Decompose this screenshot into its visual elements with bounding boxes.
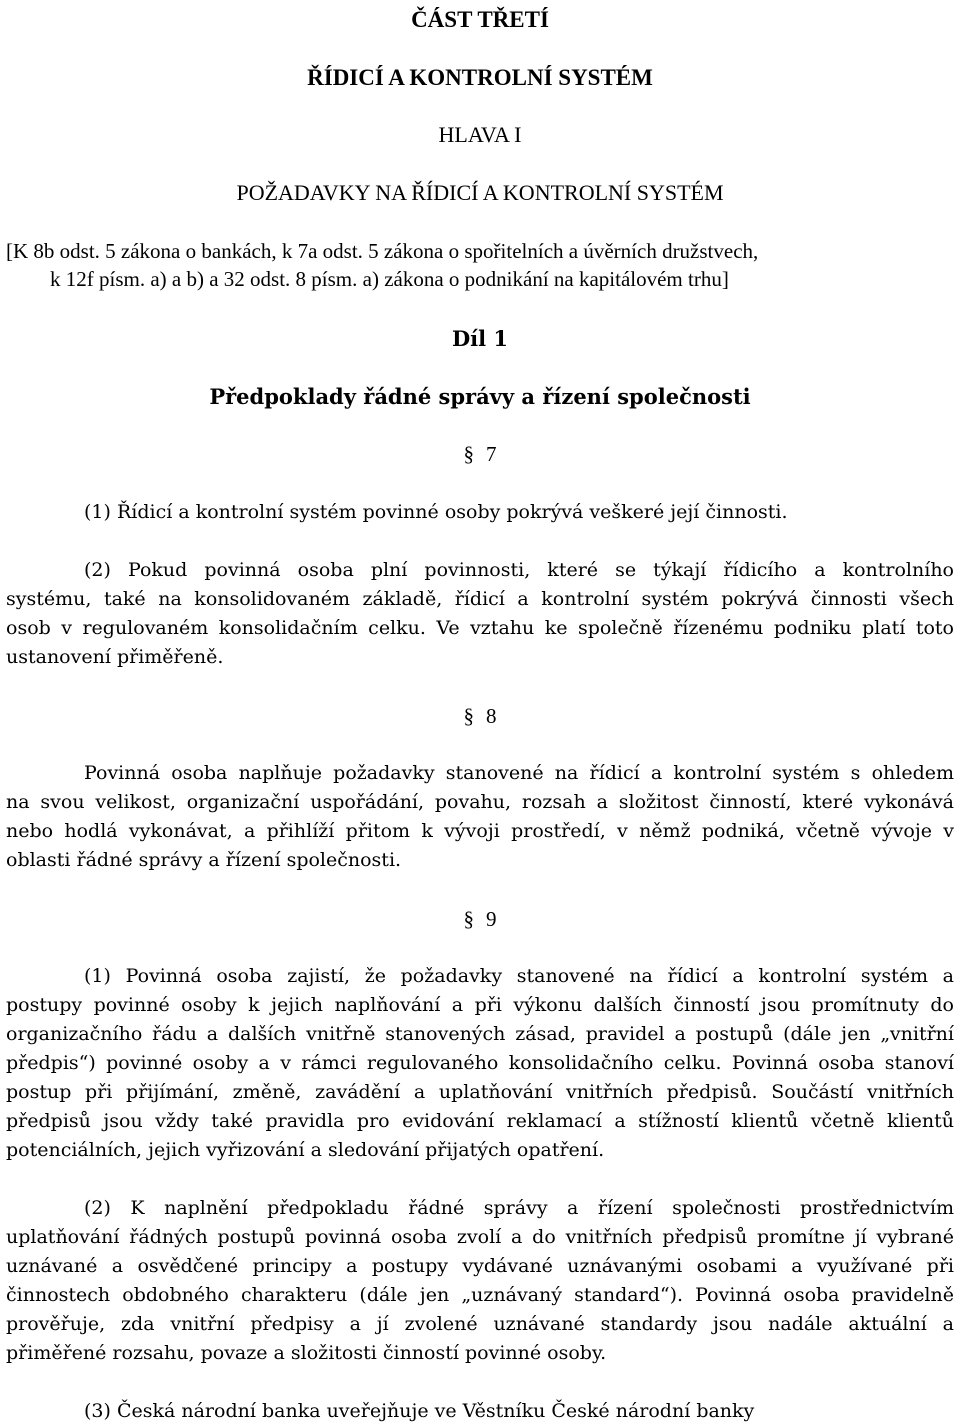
text-line: nebo hodlá vykonávat, a přihlíží přitom k vývoji prostředí, v němž podniká, včetně vývoje v	[6, 820, 954, 842]
section-title: Předpoklady řádné správy a řízení společnosti	[209, 384, 751, 409]
text-line: předpisů jsou vždy také pravidla pro evidování reklamací a stížností klientů včetně klientů	[6, 1110, 954, 1132]
section-label: Díl 1	[451, 326, 509, 351]
text-line: organizačního řádu a dalších vnitřně stanovených zásad, pravidel a postupů (dále jen „vnitřní	[6, 1023, 954, 1045]
text-line: potenciálních, jejich vyřizování a sledování přijatých opatření.	[6, 1139, 605, 1161]
paragraph-number: 7	[486, 442, 497, 466]
text-line: postup při přijímání, změně, zavádění a uplatňování vnitřních předpisů. Součástí vnitřních	[6, 1081, 954, 1103]
text-line: (1) Povinná osoba zajistí, že požadavky stanovené na řídicí a kontrolní systém a	[84, 965, 954, 987]
text-line: (2) K naplnění předpokladu řádné správy a řízení společnosti prostřednictvím	[84, 1197, 954, 1219]
text-line: uznávané a osvědčené principy a postupy vydávané uznávanými osobami a využívané při	[6, 1255, 954, 1277]
text-line: ustanovení přiměřeně.	[6, 646, 224, 668]
text-line: (2) Pokud povinná osoba plní povinnosti, které se týkají řídicího a kontrolního	[84, 559, 954, 581]
text-line: činnostech obdobného charakteru (dále jen „uznávaný standard“). Povinná osoba pravidelně	[6, 1284, 954, 1306]
section-sign: §	[463, 907, 474, 931]
text-line: prověřuje, zda vnitřní předpisy a jí zvolené uznávané standardy jsou nadále aktuální a	[6, 1313, 954, 1335]
text-line: přiměřené rozsahu, povaze a složitosti činností povinné osoby.	[6, 1342, 607, 1364]
text-line: osob v regulovaném konsolidačním celku. Ve vztahu ke společně řízenému podniku platí toto	[6, 617, 954, 639]
legal-reference-line: [K 8b odst. 5 zákona o bankách, k 7a odst. 5 zákona o spořitelních a úvěrních družstvech,	[6, 239, 759, 263]
paragraph-number: 9	[486, 907, 497, 931]
text-line: předpis“) povinné osoby a v rámci regulovaného konsolidačního celku. Povinná osoba stanoví	[6, 1052, 954, 1074]
section-sign: §	[463, 442, 474, 466]
text-line: na svou velikost, organizační uspořádání, povahu, rozsah a složitost činností, které vykonává	[6, 791, 954, 813]
part-subtitle: ŘÍDICÍ A KONTROLNÍ SYSTÉM	[307, 65, 653, 90]
head-label: HLAVA I	[438, 122, 522, 147]
text-line: (1) Řídicí a kontrolní systém povinné osoby pokrývá veškeré její činnosti.	[84, 501, 788, 523]
paragraph-heading-8	[0, 706, 960, 727]
head-title: POŽADAVKY NA ŘÍDICÍ A KONTROLNÍ SYSTÉM	[236, 180, 724, 205]
text-line: Povinná osoba naplňuje požadavky stanovené na řídicí a kontrolní systém s ohledem	[84, 762, 954, 784]
text-line: oblasti řádné správy a řízení společnosti.	[6, 849, 402, 871]
legal-reference-line: k 12f písm. a) a b) a 32 odst. 8 písm. a) zákona o podnikání na kapitálovém trhu]	[50, 267, 729, 291]
text-line: systému, také na konsolidovaném základě, řídicí a kontrolní systém pokrývá činnosti všech	[6, 588, 954, 610]
paragraph-heading-9	[0, 909, 960, 930]
paragraph-heading-7	[0, 444, 960, 465]
paragraph-number: 8	[486, 704, 497, 728]
part-title: ČÁST TŘETÍ	[411, 7, 549, 32]
text-line: (3) Česká národní banka uveřejňuje ve Věstníku České národní banky	[84, 1400, 755, 1422]
text-line: postupy povinné osoby k jejich naplňování a při výkonu dalších činností jsou promítnuty do	[6, 994, 954, 1016]
section-sign: §	[463, 704, 474, 728]
text-line: uplatňování řádných postupů povinná osoba zvolí a do vnitřních předpisů promítne jí vybrané	[6, 1226, 954, 1248]
